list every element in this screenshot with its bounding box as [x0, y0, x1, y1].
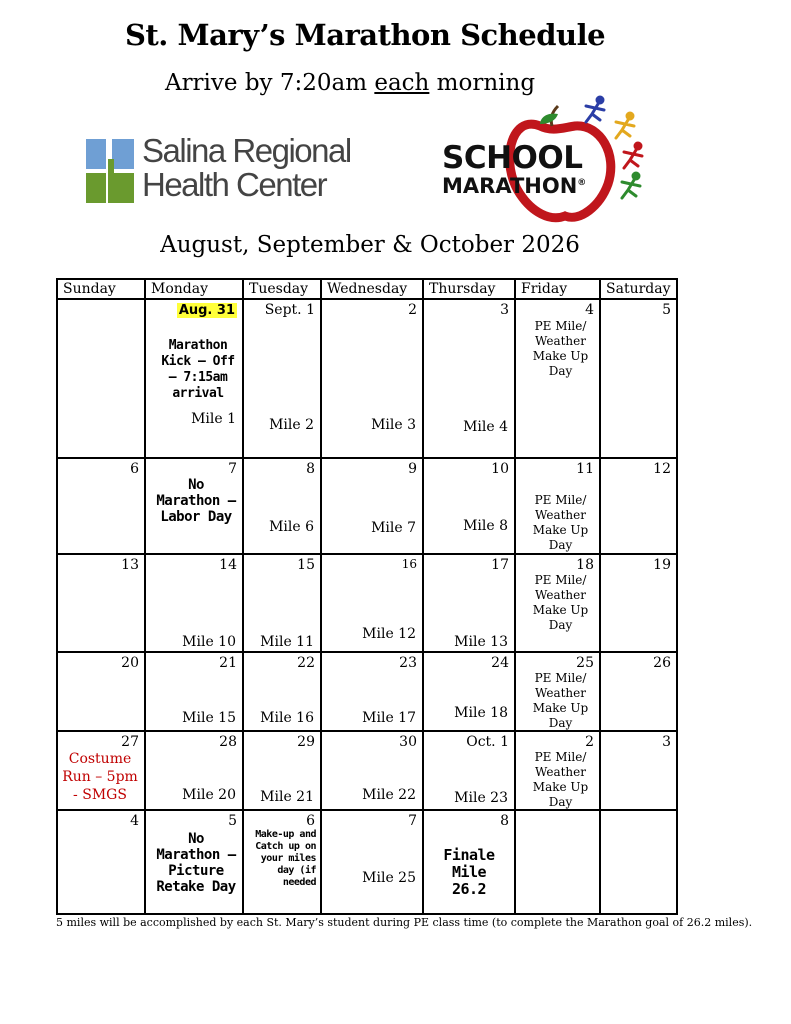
day-number: 28 — [219, 734, 237, 750]
day-cell — [145, 299, 243, 458]
day-number: 15 — [297, 557, 315, 573]
day-cell — [423, 810, 515, 914]
day-cell — [600, 810, 677, 914]
subtitle-prefix: Arrive by 7:20am — [164, 70, 375, 96]
day-number: 6 — [130, 461, 139, 477]
day-cell — [57, 299, 145, 458]
day-number: 5 — [662, 302, 671, 318]
day-cell — [57, 731, 145, 810]
day-number: 14 — [219, 557, 237, 573]
day-number: 25 — [576, 655, 594, 671]
mile-label: Mile 1 — [191, 411, 236, 427]
day-cell — [57, 458, 145, 554]
weekday-saturday: Saturday — [600, 279, 677, 299]
day-cell — [600, 652, 677, 731]
day-cell — [321, 810, 423, 914]
weekday-sunday: Sunday — [57, 279, 145, 299]
calendar-table — [56, 278, 678, 915]
day-number: 10 — [491, 461, 509, 477]
marathon-line1: SCHOOL — [442, 140, 583, 176]
costume-run-note: Costume Run – 5pm - SMGS — [62, 751, 138, 803]
pe-makeup-note: PE Mile/ Weather Make Up Day — [532, 750, 589, 809]
day-number: 23 — [399, 655, 417, 671]
day-cell — [321, 731, 423, 810]
day-cell — [600, 731, 677, 810]
day-cell — [515, 458, 600, 554]
weekday-monday: Monday — [145, 279, 243, 299]
day-cell — [515, 652, 600, 731]
day-cell — [243, 731, 321, 810]
month-heading: August, September & October 2026 — [160, 232, 580, 258]
day-number: 4 — [130, 813, 139, 829]
page-title: St. Mary’s Marathon Schedule — [124, 18, 606, 52]
week-row — [57, 652, 677, 731]
week-row — [57, 299, 677, 458]
mile-label: Mile 12 — [362, 626, 416, 642]
day-number — [177, 302, 237, 318]
weekday-header-row — [57, 279, 677, 299]
day-cell — [423, 458, 515, 554]
day-number: 4 — [585, 302, 594, 318]
day-number: 11 — [576, 461, 594, 477]
mile-label: Mile 17 — [362, 710, 416, 726]
mile-label: Mile 22 — [362, 787, 416, 803]
footnote: 5 miles will be accomplished by each St. Mary’s student during PE class time (to complete the Marathon goal of 26.2 miles). — [56, 916, 753, 929]
day-number: 17 — [491, 557, 509, 573]
kickoff-note: Marathon Kick – Off – 7:15am arrival — [161, 338, 235, 401]
day-cell — [243, 458, 321, 554]
day-cell — [515, 731, 600, 810]
day-cell — [321, 554, 423, 652]
day-number: Oct. 1 — [466, 734, 509, 750]
registered-mark: ® — [577, 178, 587, 188]
mile-label: Mile 4 — [463, 419, 508, 435]
day-cell — [515, 554, 600, 652]
mile-label: Mile 25 — [362, 870, 416, 886]
day-number: 8 — [500, 813, 509, 829]
day-number: 18 — [576, 557, 594, 573]
day-number: 7 — [408, 813, 417, 829]
subtitle-underlined: each — [374, 70, 430, 96]
pe-makeup-note: PE Mile/ Weather Make Up Day — [532, 671, 589, 730]
day-number: 29 — [297, 734, 315, 750]
mile-label: Mile 11 — [260, 634, 314, 650]
day-cell — [515, 810, 600, 914]
day-number: 26 — [653, 655, 671, 671]
salina-line1: Salina Regional — [142, 132, 351, 169]
finale-note: Finale Mile 26.2 — [443, 846, 495, 898]
makeup-day-note: Make-up and Catch up on your miles day (if needed — [255, 829, 316, 888]
day-cell — [145, 731, 243, 810]
day-cell — [423, 652, 515, 731]
day-cell — [145, 458, 243, 554]
marathon-line2-text: MARATHON — [442, 174, 578, 198]
day-cell — [321, 652, 423, 731]
day-number: 22 — [297, 655, 315, 671]
no-marathon-note: No Marathon – Labor Day — [156, 477, 236, 525]
weekday-thursday: Thursday — [423, 279, 515, 299]
week-row — [57, 554, 677, 652]
picture-retake-note: No Marathon – Picture Retake Day — [156, 831, 236, 895]
day-number: 9 — [408, 461, 417, 477]
day-cell — [243, 810, 321, 914]
day-number: 21 — [219, 655, 237, 671]
weekday-friday: Friday — [515, 279, 600, 299]
day-number: Sept. 1 — [264, 302, 315, 318]
mile-label: Mile 21 — [260, 789, 314, 805]
week-row — [57, 731, 677, 810]
day-number: 19 — [653, 557, 671, 573]
day-number: 12 — [653, 461, 671, 477]
weekday-tuesday: Tuesday — [243, 279, 321, 299]
salina-wordmark — [142, 134, 351, 202]
day-number: 30 — [399, 734, 417, 750]
day-cell — [243, 299, 321, 458]
mile-label: Mile 23 — [454, 790, 508, 806]
mile-label: Mile 10 — [182, 634, 236, 650]
arrival-subtitle — [0, 70, 700, 96]
day-number: 13 — [121, 557, 139, 573]
mile-label: Mile 8 — [463, 518, 508, 534]
salina-mark-icon — [86, 139, 134, 203]
day-cell — [57, 554, 145, 652]
mile-label: Mile 6 — [269, 519, 314, 535]
mile-label: Mile 2 — [269, 417, 314, 433]
day-cell — [600, 554, 677, 652]
day-cell — [145, 810, 243, 914]
pe-makeup-note: PE Mile/ Weather Make Up Day — [532, 493, 589, 552]
salina-line2: Health Center — [142, 166, 327, 203]
week-row — [57, 810, 677, 914]
day-number: 3 — [662, 734, 671, 750]
day-number: 8 — [306, 461, 315, 477]
mile-label: Mile 7 — [371, 520, 416, 536]
weekday-wednesday: Wednesday — [321, 279, 423, 299]
school-marathon-logo — [440, 94, 655, 224]
day-cell — [515, 299, 600, 458]
pe-makeup-note: PE Mile/ Weather Make Up Day — [532, 573, 589, 632]
day-cell — [600, 458, 677, 554]
day-cell — [243, 554, 321, 652]
day-number: 3 — [500, 302, 509, 318]
marathon-wordmark — [442, 140, 587, 199]
day-number: 5 — [228, 813, 237, 829]
kickoff-date-highlight: Aug. 31 — [178, 303, 235, 318]
marathon-line2 — [442, 171, 586, 199]
subtitle-suffix: morning — [429, 70, 536, 96]
day-number: 20 — [121, 655, 139, 671]
day-cell — [423, 299, 515, 458]
day-cell — [423, 554, 515, 652]
mile-label: Mile 3 — [371, 417, 416, 433]
mile-label: Mile 13 — [454, 634, 508, 650]
mile-label: Mile 20 — [182, 787, 236, 803]
day-cell — [145, 554, 243, 652]
day-number: 6 — [306, 813, 315, 829]
mile-label: Mile 16 — [260, 710, 314, 726]
day-cell — [423, 731, 515, 810]
day-number: 24 — [491, 655, 509, 671]
day-cell — [57, 810, 145, 914]
mile-label: Mile 18 — [454, 705, 508, 721]
day-number: 2 — [408, 302, 417, 318]
mile-label: Mile 15 — [182, 710, 236, 726]
day-number: 16 — [401, 557, 417, 571]
day-cell — [321, 299, 423, 458]
pe-makeup-note: PE Mile/ Weather Make Up Day — [532, 319, 589, 378]
day-cell — [321, 458, 423, 554]
day-cell — [145, 652, 243, 731]
salina-logo — [86, 132, 351, 208]
day-cell — [600, 299, 677, 458]
week-row — [57, 458, 677, 554]
day-number: 2 — [585, 734, 594, 750]
day-cell — [57, 652, 145, 731]
day-number: 27 — [121, 734, 139, 750]
day-cell — [243, 652, 321, 731]
day-number: 7 — [228, 461, 237, 477]
